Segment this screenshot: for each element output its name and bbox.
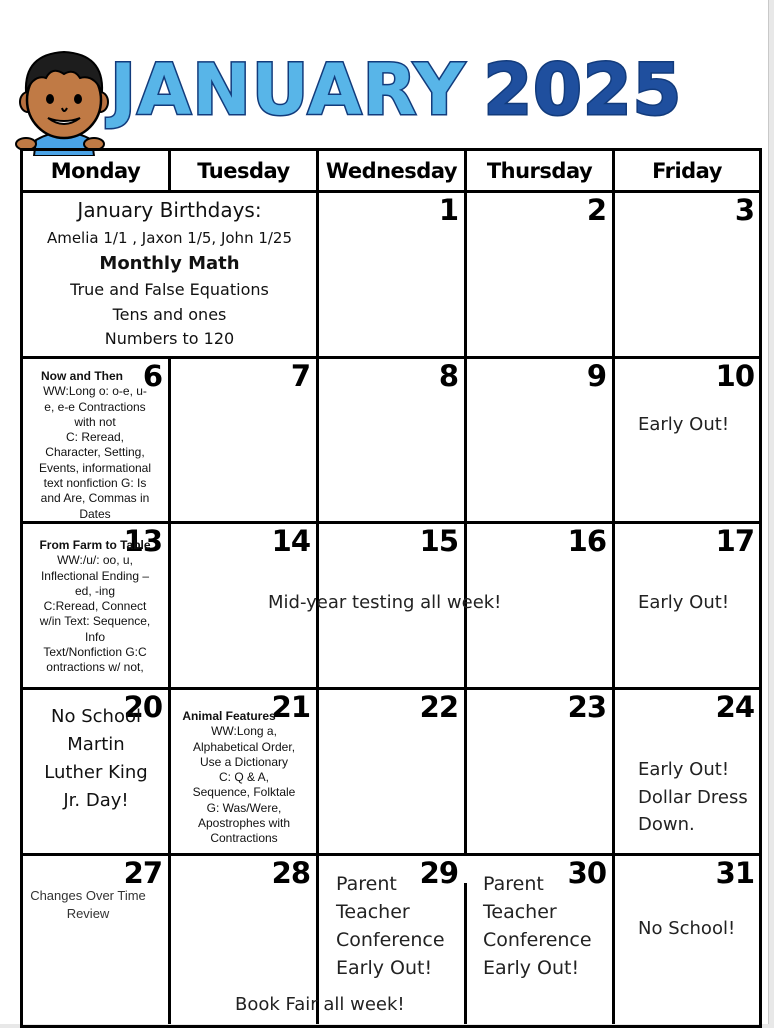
testing-note: Mid-year testing all week! — [268, 592, 502, 613]
note-line: Conference — [336, 929, 445, 951]
unit-title: Animal Features — [182, 709, 276, 723]
weekday-thursday: Thursday — [486, 159, 593, 183]
day-number: 31 — [715, 856, 754, 890]
grid-line — [464, 883, 467, 1024]
lesson-line: WW:Long a, — [211, 724, 277, 739]
math-topics — [23, 278, 316, 352]
unit-title: From Farm to Table — [39, 538, 151, 552]
lesson-line: Use a Dictionary — [199, 754, 289, 769]
calendar-title — [110, 50, 682, 130]
title-year: 2025 — [483, 49, 683, 131]
birthdays-list: Amelia 1/1 , Jaxon 1/5, John 1/25 — [46, 229, 293, 247]
lesson-line: WW:/u/: oo, u, — [57, 553, 133, 568]
conference-note-wednesday — [336, 870, 445, 982]
day-number: 14 — [271, 524, 310, 558]
day-number: 27 — [123, 856, 162, 890]
lesson-line: and Are, Commas in — [40, 491, 150, 506]
week4-lesson-notes — [173, 709, 315, 847]
note-line: Dollar Dress — [638, 786, 748, 808]
lesson-line: text nonfiction G: Is — [43, 476, 147, 491]
note-line: Teacher — [336, 901, 410, 923]
lesson-line: C: Reread, — [65, 430, 125, 445]
day-number: 24 — [715, 690, 754, 724]
holiday-line: Martin — [67, 734, 125, 755]
math-topic: Tens and ones — [112, 304, 227, 324]
note-line: Teacher — [483, 901, 557, 923]
note-line: Down. — [638, 814, 695, 835]
holiday-line: Jr. Day! — [63, 790, 129, 811]
lesson-line: Alphabetical Order, — [192, 739, 296, 754]
note-line: Early Out! — [336, 957, 433, 979]
note-line: Changes Over Time — [30, 888, 146, 903]
lesson-line: Text/Nonfiction G:C — [43, 645, 147, 660]
day-number: 28 — [271, 856, 310, 890]
lesson-line: Info — [84, 629, 105, 644]
math-topic: True and False Equations — [70, 280, 269, 299]
day-number: 20 — [123, 690, 162, 724]
day-number: 10 — [715, 359, 754, 393]
friday-24-note — [638, 756, 748, 839]
birthdays-heading: January Birthdays: — [77, 198, 262, 222]
grid-line — [316, 148, 319, 1024]
grid-line — [168, 356, 171, 1024]
grid-line — [612, 148, 615, 1024]
week2-lesson-notes — [26, 369, 164, 522]
lesson-line: w/in Text: Sequence, — [39, 614, 151, 629]
lesson-line: ed, -ing — [74, 583, 116, 598]
lesson-line: C: Q & A, — [218, 770, 269, 785]
lesson-line: Inflectional Ending – — [40, 568, 150, 583]
lesson-line: Character, Setting, — [45, 445, 145, 460]
no-school-note: No School! — [638, 918, 736, 939]
day-number: 15 — [419, 524, 458, 558]
note-line: Review — [66, 906, 110, 921]
lesson-line: G: Was/Were, — [206, 800, 282, 815]
day-number: 9 — [586, 359, 606, 393]
note-line: Parent — [483, 873, 544, 895]
lesson-line: ontractions w/ not, — [46, 660, 144, 675]
day-number: 17 — [715, 524, 754, 558]
early-out-note: Early Out! — [638, 414, 730, 435]
note-line: Early Out! — [638, 759, 730, 780]
holiday-line: No School — [51, 706, 141, 727]
lesson-line: with not — [74, 414, 116, 429]
note-line: Early Out! — [483, 957, 580, 979]
day-number: 21 — [271, 690, 310, 724]
weekday-monday: Monday — [50, 159, 141, 183]
day-number: 29 — [419, 856, 458, 890]
lesson-line: Events, informational — [38, 460, 152, 475]
unit-title: Now and Then — [41, 369, 123, 383]
review-note — [24, 887, 152, 923]
lesson-line: Apostrophes with — [197, 816, 291, 831]
math-heading: Monthly Math — [99, 253, 240, 274]
weekday-wednesday: Wednesday — [325, 159, 458, 183]
day-number: 23 — [567, 690, 606, 724]
day-number: 1 — [438, 193, 458, 227]
lesson-line: Sequence, Folktale — [192, 785, 296, 800]
day-number: 13 — [123, 524, 162, 558]
day-number: 2 — [586, 193, 606, 227]
lesson-line: C:Reread, Connect — [43, 599, 147, 614]
week3-lesson-notes — [26, 538, 164, 676]
day-number: 22 — [419, 690, 458, 724]
holiday-line: Luther King — [44, 762, 148, 783]
note-line: Conference — [483, 929, 592, 951]
day-number: 8 — [438, 359, 458, 393]
math-topic: Numbers to 120 — [104, 329, 235, 348]
grid-line — [20, 356, 762, 359]
mlk-holiday-note — [26, 703, 166, 815]
weekday-tuesday: Tuesday — [197, 159, 290, 183]
day-number: 7 — [290, 359, 310, 393]
day-number: 3 — [734, 193, 754, 227]
lesson-line: e, e-e Contractions — [44, 399, 146, 414]
day-number: 16 — [567, 524, 606, 558]
note-line: Parent — [336, 873, 397, 895]
book-fair-note: Book Fair all week! — [235, 994, 405, 1015]
boy-mascot-illustration — [14, 44, 114, 156]
conference-note-thursday — [483, 870, 592, 982]
weekday-friday: Friday — [652, 159, 722, 183]
lesson-line: Dates — [79, 506, 111, 521]
grid-line — [464, 148, 467, 856]
day-number: 6 — [142, 359, 162, 393]
lesson-line: WW:Long o: o-e, u- — [43, 384, 147, 399]
early-out-note: Early Out! — [638, 592, 730, 613]
day-number: 30 — [567, 856, 606, 890]
lesson-line: Contractions — [210, 831, 278, 846]
title-month: JANUARY — [110, 49, 466, 131]
